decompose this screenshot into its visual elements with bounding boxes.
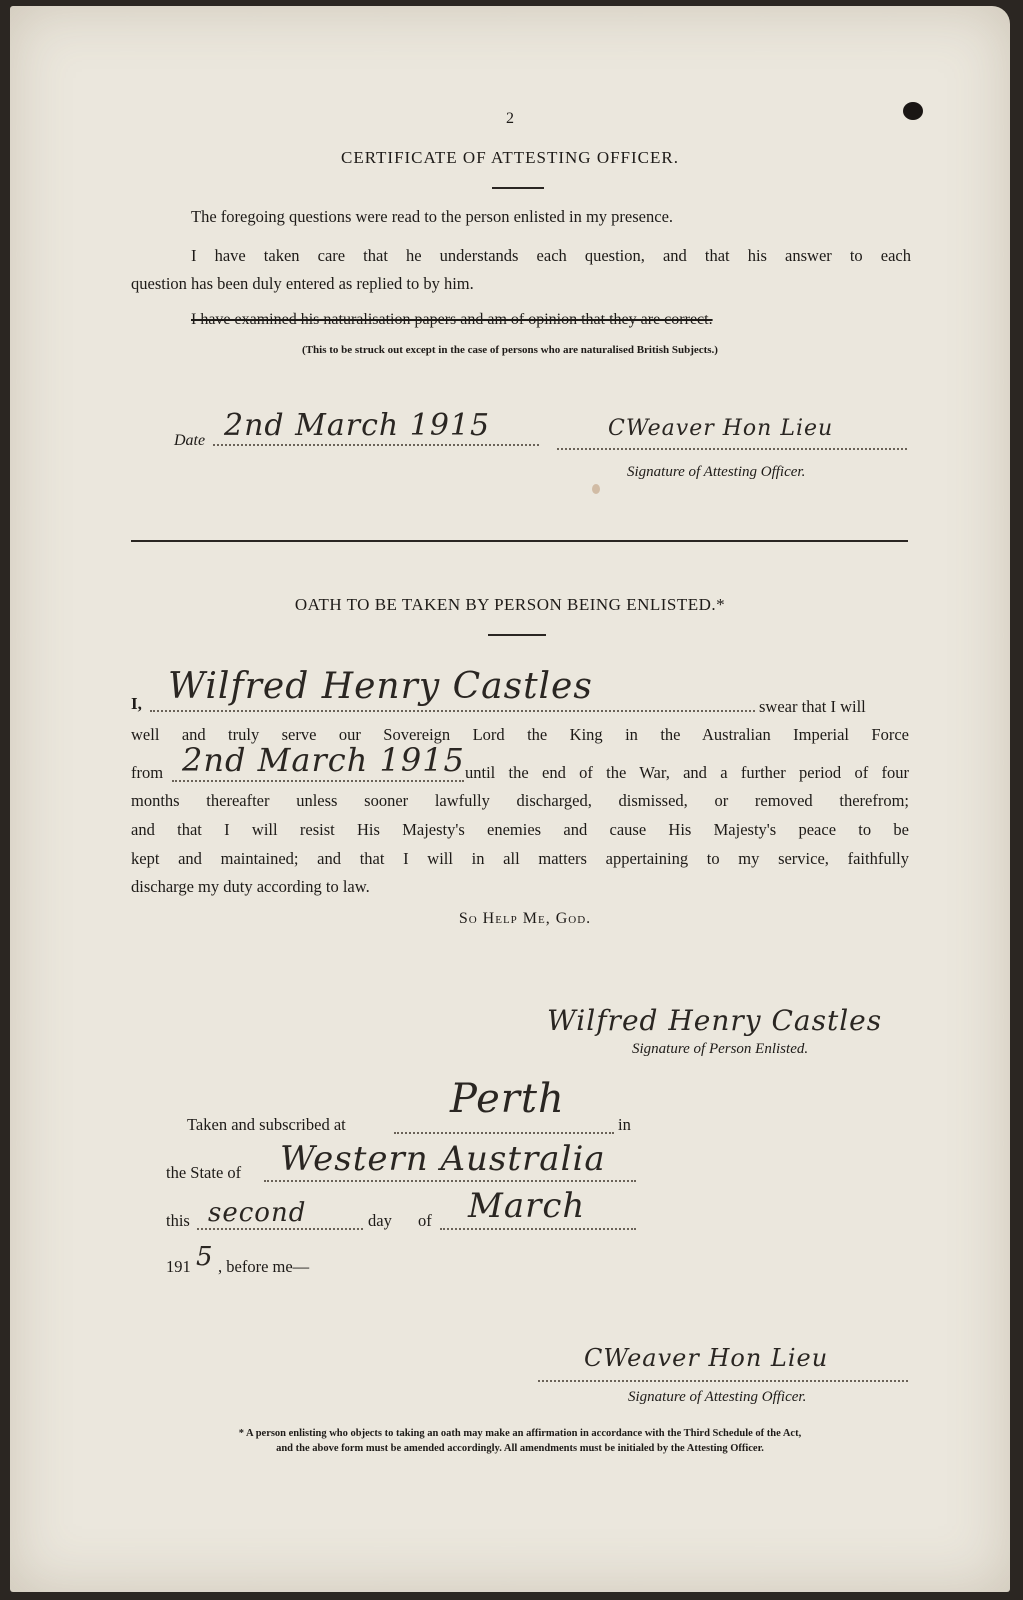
- officer-signature-caption: Signature of Attesting Officer.: [627, 464, 806, 480]
- year-prefix: 191: [166, 1257, 191, 1276]
- enlistee-signature-caption: Signature of Person Enlisted.: [632, 1041, 809, 1057]
- name-dotted-line: [150, 710, 755, 712]
- oath-line-1-tail: swear that I will: [759, 697, 866, 716]
- date-value-handwritten: 2nd March 1915: [224, 408, 491, 443]
- officer-signature-line: [557, 448, 907, 450]
- footnote-line-2: and the above form must be amended accordingly. All amendments must be initialed by the Attesting Officer.: [276, 1443, 764, 1454]
- section-divider: [131, 540, 908, 542]
- certificate-title: CERTIFICATE OF ATTESTING OFFICER.: [340, 148, 679, 167]
- from-dotted-line: [172, 780, 464, 782]
- officer-signature-caption-2: Signature of Attesting Officer.: [628, 1389, 807, 1405]
- enlistee-name-handwritten: Wilfred Henry Castles: [168, 666, 593, 707]
- in-label: in: [618, 1115, 631, 1134]
- oath-line-6: kept and maintained; and that I will in all matters appertaining to my service, faithfully: [131, 849, 909, 868]
- officer-signature-line-2: [538, 1380, 908, 1382]
- state-handwritten: Western Australia: [280, 1139, 606, 1179]
- certificate-paragraph-2-line-1: I have taken care that he understands each question, and that his answer to each: [191, 246, 911, 265]
- oath-line-3-tail: until the end of the War, and a further period of four: [465, 763, 909, 782]
- title-divider: [492, 187, 544, 189]
- before-me-label: , before me—: [218, 1257, 310, 1276]
- of-label: of: [418, 1211, 432, 1230]
- taken-subscribed-label: Taken and subscribed at: [187, 1115, 346, 1134]
- page-number: 2: [506, 110, 514, 127]
- strike-out-note: (This to be struck out except in the case of persons who are naturalised British Subjects.): [302, 344, 718, 356]
- oath-line-7: discharge my duty according to law.: [131, 877, 370, 896]
- year-digit-handwritten: 5: [196, 1242, 214, 1272]
- document-page: [10, 6, 1010, 1592]
- struck-naturalisation-statement: I have examined his naturalisation papers and am of opinion that they are correct.: [191, 311, 713, 328]
- place-handwritten: Perth: [450, 1076, 565, 1122]
- oath-divider: [488, 634, 546, 636]
- day-handwritten: second: [208, 1198, 307, 1228]
- state-dotted-line: [264, 1180, 636, 1182]
- date-dotted-line: [213, 444, 539, 446]
- so-help-me-god: So Help Me, God.: [458, 910, 592, 927]
- from-date-handwritten: 2nd March 1915: [182, 741, 465, 779]
- date-label: Date: [174, 432, 206, 449]
- oath-from-label: from: [131, 763, 164, 782]
- oath-title: OATH TO BE TAKEN BY PERSON BEING ENLISTED.*: [294, 595, 726, 614]
- place-dotted-line: [394, 1132, 614, 1134]
- this-label: this: [166, 1211, 190, 1230]
- day-label: day: [368, 1211, 392, 1230]
- footnote-line-1: * A person enlisting who objects to taking an oath may make an affirmation in accordance with the Third Schedule of the Act,: [238, 1428, 802, 1439]
- oath-i-label: I,: [131, 694, 142, 713]
- certificate-paragraph-2-line-2: question has been duly entered as replied to by him.: [131, 274, 474, 293]
- enlistee-signature: Wilfred Henry Castles: [547, 1004, 883, 1037]
- day-dotted-line: [197, 1228, 363, 1230]
- month-dotted-line: [440, 1228, 636, 1230]
- oath-line-5: and that I will resist His Majesty's enemies and cause His Majesty's peace to be: [131, 820, 909, 839]
- oath-line-2: well and truly serve our Sovereign Lord the King in the Australian Imperial Force: [131, 725, 909, 744]
- month-handwritten: March: [468, 1186, 586, 1226]
- paper-stain: [592, 484, 600, 494]
- certificate-paragraph-1: The foregoing questions were read to the person enlisted in my presence.: [191, 207, 674, 226]
- state-label: the State of: [166, 1163, 242, 1182]
- attesting-officer-signature-2: CWeaver Hon Lieu: [584, 1344, 829, 1372]
- oath-line-4: months thereafter unless sooner lawfully discharged, dismissed, or removed therefrom;: [131, 791, 909, 810]
- attesting-officer-signature: CWeaver Hon Lieu: [608, 416, 834, 441]
